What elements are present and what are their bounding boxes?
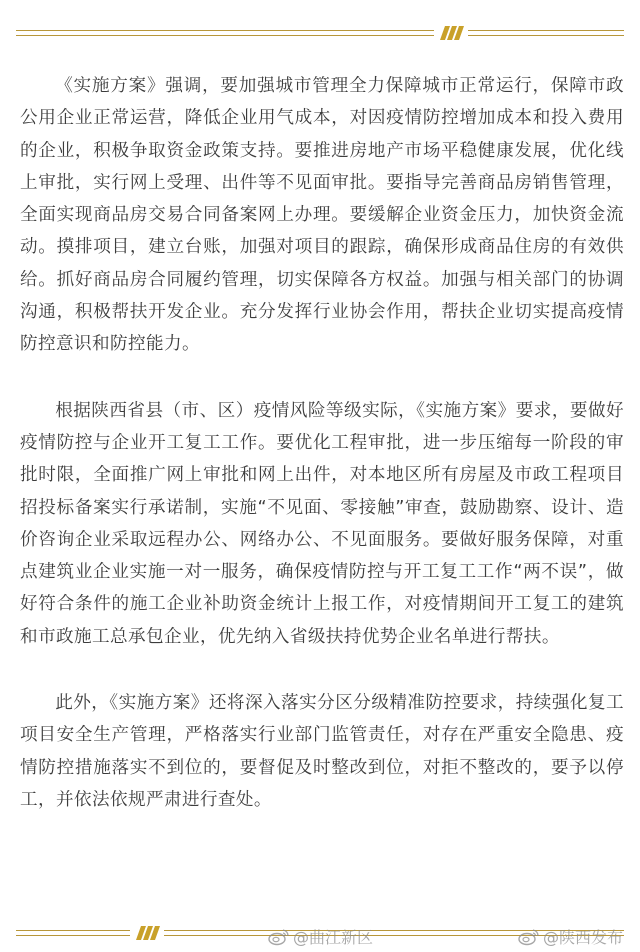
divider-line <box>16 30 624 31</box>
article-paragraph: 《实施方案》强调，要加强城市管理全力保障城市正常运行，保障市政公用企业正常运营，降低企业用气成本，对因疫情防控增加成本和投入费用的企业，积极争取资金政策支持。要推进房地产市场平稳健康发展，优化线上审批，实行网上受理、出件等不见面审批。要指导完善商品房销售管理，全面实现商品房交易合同备案网上办理。要缓解企业资金压力，加快资金流动。摸排项目，建立台账，加强对项目的跟踪，确保形成商品住房的有效供给。抓好商品房合同履约管理，切实保障各方权益。加强与相关部门的协调沟通，积极帮扶开发企业。充分发挥行业协会作用，帮扶企业切实提高疫情防控意识和防控能力。 <box>20 76 624 355</box>
weibo-icon <box>518 928 540 946</box>
slash-stripes-icon <box>434 24 468 42</box>
divider-line <box>16 35 624 36</box>
weibo-icon <box>268 928 290 946</box>
weibo-watermark <box>268 925 373 948</box>
article-body <box>20 70 624 816</box>
slash-stripes-icon <box>130 924 164 942</box>
watermark-text: @陕西发布 <box>543 928 624 947</box>
weibo-watermark <box>518 925 623 948</box>
article-paragraph: 根据陕西省县（市、区）疫情风险等级实际，《实施方案》要求，要做好疫情防控与企业开工复工工作。要优化工程审批，进一步压缩每一阶段的审批时限，全面推广网上审批和网上出件，对本地区所有房屋及市政工程项目招投标备案实行承诺制，实施“不见面、零接触”审查，鼓励勘察、设计、造价咨询企业采取远程办公、网络办公、不见面服务。要做好服务保障，对重点建筑业企业实施一对一服务，确保疫情防控与开工复工工作“两不误”，做好符合条件的施工企业补助资金统计上报工作，对疫情期间开工复工的建筑和市政施工总承包企业，优先纳入省级扶持优势企业名单进行帮扶。 <box>20 400 624 647</box>
article-paragraph: 此外，《实施方案》还将深入落实分区分级精准防控要求，持续强化复工项目安全生产管理，严格落实行业部门监管责任，对存在严重安全隐患、疫情防控措施落实不到位的，要督促及时整改到位，对拒不整改的，要予以停工，并依法依规严肃进行查处。 <box>20 693 624 810</box>
top-divider <box>16 26 624 40</box>
watermark-text: @曲江新区 <box>293 928 374 947</box>
